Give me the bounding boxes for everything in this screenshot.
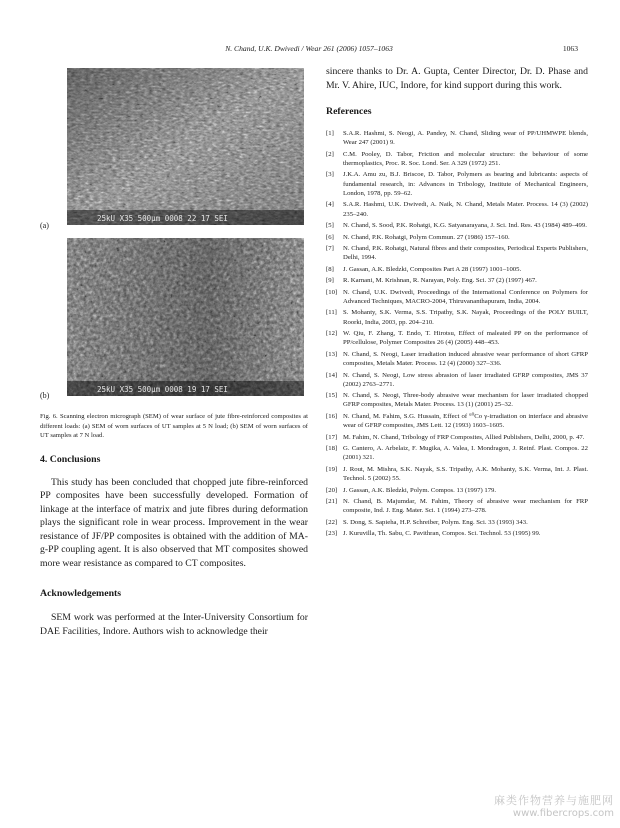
reference-item [326,276,588,285]
reference-text: J.K.A. Amu zu, B.J. Briscoe, D. Tabor, Polymers as bearing and lubricants: aspects of fundamental research, in: Advances in Tribology, Institute of Mechanical Engineers, London, 1978, pp. 59–62. [343,171,588,197]
reference-item [326,288,588,306]
reference-text: N. Chand, P.K. Rohatgi, Natural fibres and their composites, Periodical Experts Publishers, Delhi, 1994. [343,245,588,262]
reference-item [326,200,588,218]
reference-item [326,170,588,198]
reference-text: N. Chand, B. Majumdar, M. Fahim, Theory of abrasive wear mechanism for FRP composite, Ind. J. Eng. Mater. Sci. 1 (1994) 273–278. [343,498,588,515]
reference-number: [21] [326,498,338,506]
conclusions-text: This study has been concluded that chopped jute fibre-reinforced PP composites have been successfully developed. Formation of linkage at the interface of matrix and jute fibres during deformation plays the significant role in wear process. Improvement in the wear resistance of JF/PP composites is obtained with the addition of MA-g-PP coupling agent. It is also observed that MT composites showed more wear resistance as compared to CT composites. [40,476,308,569]
sem-image-a [67,68,304,225]
scale-text-a: 25kU X35 500µm 0008 22 17 SEI [97,214,228,223]
reference-item [326,412,588,430]
reference-item [326,329,588,347]
reference-number: [3] [326,171,334,179]
reference-number: [4] [326,201,334,209]
figure-caption: Fig. 6. Scanning electron micrograph (SEM) of wear surface of jute fibre-reinforced composites at different loads: (a) SEM of worn surfaces of UT samples at 5 N load; (b) SEM of worn surfaces of UT samples at 7 N load. [40,413,308,439]
reference-list [326,129,588,538]
reference-number: [10] [326,288,338,296]
sem-micrograph-b [67,238,304,396]
reference-text: S. Dong, S. Sapieha, H.P. Schreiber, Polym. Eng. Sci. 33 (1993) 343. [343,518,528,526]
reference-text: S.A.R. Hashmi, U.K. Dwivedi, A. Naik, N. Chand, Metals Mater. Process. 14 (3) (2002) 235–240. [343,201,588,218]
reference-item [326,465,588,483]
reference-number: [12] [326,330,338,338]
reference-number: [13] [326,350,338,358]
reference-number: [5] [326,222,334,230]
watermark [494,792,614,819]
reference-item [326,129,588,147]
reference-text: N. Chand, P.K. Rohatgi, Polym Commun. 27 (1986) 157–160. [343,233,510,241]
reference-item [326,221,588,230]
reference-number: [19] [326,465,338,473]
running-header [40,44,578,56]
reference-item [326,371,588,389]
reference-item [326,497,588,515]
watermark-url: www.fibercrops.com [512,808,614,819]
sem-micrograph-a [67,68,304,225]
reference-number: [11] [326,309,337,317]
acknowledgements-continuation: sincere thanks to Dr. A. Gupta, Center Director, Dr. D. Phase and Mr. V. Ahire, IUC, Indore, for kind support during this work. [326,66,588,91]
panel-label-a: (a) [40,221,49,230]
reference-item [326,433,588,442]
conclusions-heading: 4. Conclusions [40,453,101,465]
reference-text: N. Chand, U.K. Dwivedi, Proceedings of the International Conference on Polymers for Advanced Techniques, MACRO-2004, Thiruvananthapuram, India, 2004. [343,288,588,305]
left-column [40,66,308,638]
reference-item [326,444,588,462]
reference-text: G. Cantero, A. Arbelaiz, F. Mugika, A. Valea, I. Mondragon, J. Reinf. Plast. Compos. 22 (2001) 321. [343,445,588,462]
reference-number: [2] [326,150,334,158]
right-column [326,66,588,541]
acknowledgements-text: SEM work was performed at the Inter-University Consortium for DAE Facilities, Indore. Authors wish to acknowledge their [40,612,308,637]
reference-text: R. Karnani, M. Krishnan, R. Narayan, Poly. Eng. Sci. 37 (2) (1997) 467. [343,277,537,285]
reference-number: [7] [326,245,334,253]
reference-text: J. Kuruvilla, Th. Sabu, C. Pavithran, Compos. Sci. Technol. 53 (1995) 99. [343,530,541,538]
reference-number: [20] [326,486,338,494]
reference-text: J. Rout, M. Mishra, S.K. Nayak, S.S. Tripathy, A.K. Mohanty, S.K. Verma, Int. J. Plast. Technol. 5 (2002) 55. [343,465,588,483]
reference-item [326,518,588,527]
reference-text: N. Chand, S. Neogi, Three-body abrasive wear mechanism for laser irradiated chopped GFRP composites, Metals Mater. Process. 13 (1) (2001) 25–32. [343,392,588,409]
reference-number: [18] [326,445,338,453]
figure-6 [40,66,308,410]
page-number: 1063 [562,44,578,53]
reference-number: [17] [326,433,338,441]
reference-text: N. Chand, S. Neogi, Laser irradiation induced abrasive wear performance of short GFRP composites, Metals Mater. Process. 12 (4) (2000) 327–336. [343,350,588,368]
watermark-chinese: 麻类作物营养与施肥网 [494,794,614,807]
references-heading: References [326,106,372,117]
running-title: N. Chand, U.K. Dwivedi / Wear 261 (2006) 1057–1063 [225,44,393,53]
reference-item [326,233,588,242]
reference-item [326,244,588,262]
reference-number: [15] [326,392,338,400]
reference-text: J. Gassan, A.K. Bledzki, Composites Part A 28 (1997) 1001–1005. [343,265,522,273]
reference-number: [23] [326,530,338,538]
reference-text: N. Chand, S. Sood, P.K. Rohatgi, K.G. Satyanarayana, J. Sci. Ind. Res. 43 (1984) 489–499. [343,222,587,230]
reference-number: [1] [326,130,334,137]
acknowledgements-heading: Acknowledgements [40,588,122,599]
reference-number: [14] [326,371,338,379]
reference-item [326,265,588,274]
reference-text: W. Qiu, F. Zhang, T. Endo, T. Hirotsu, Effect of maleated PP on the performance of PP/cellulose, Polymer Composites 26 (4) (2005) 448–453. [343,330,588,347]
reference-number: [16] [326,412,338,420]
reference-item [326,150,588,168]
reference-item [326,391,588,409]
reference-text: N. Chand, M. Fahim, S.G. Hussain, Effect of ⁶⁰Co γ-irradiation on interface and abrasive wear of GFRP composites, JMS Lett. 12 (1993) 1603–1605. [343,412,588,430]
scale-text-b: 25kU X35 500µm 0008 19 17 SEI [97,385,228,394]
reference-text: N. Chand, S. Neogi, Low stress abrasion of laser irradiated GFRP composites, JMS 37 (2002) 2763–2771. [343,371,588,388]
sem-image-b [67,238,304,396]
reference-number: [8] [326,265,334,273]
panel-label-b: (b) [40,391,50,400]
reference-item [326,486,588,495]
reference-text: S.A.R. Hashmi, S. Neogi, A. Pandey, N. Chand, Sliding wear of PP/UHMWPE blends, Wear 247 (2001) 9. [343,130,588,147]
reference-text: C.M. Pooley, D. Tabor, Friction and molecular structure: the behaviour of some thermoplastics, Proc. R. Soc. Lond. Ser. A 329 (1972) 251. [343,150,588,167]
reference-item [326,350,588,368]
reference-item [326,308,588,326]
reference-text: S. Mohanty, S.K. Verma, S.S. Tripathy, S.K. Nayak, Proceedings of the POLY BUILT, Roorki, India, 2003, pp. 204–210. [343,309,588,326]
reference-number: [9] [326,277,334,285]
reference-number: [22] [326,518,338,526]
reference-text: M. Fahim, N. Chand, Tribology of FRP Composites, Allied Publishers, Delhi, 2000, p. 47. [343,433,585,441]
reference-item [326,529,588,538]
reference-number: [6] [326,233,334,241]
reference-text: J. Gassan, A.K. Bledzki, Polym. Compos. 13 (1997) 179. [343,486,497,494]
